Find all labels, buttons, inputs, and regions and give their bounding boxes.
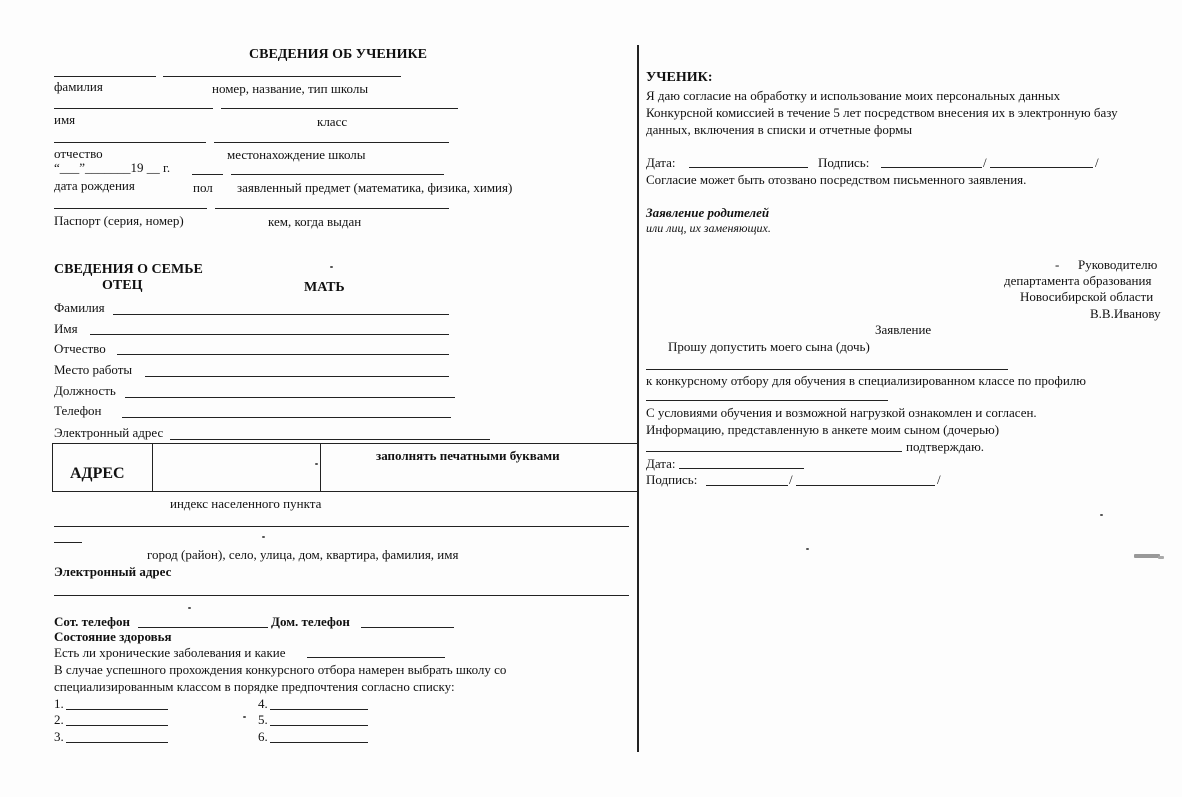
addressee-line-4: В.В.Иванову xyxy=(1090,306,1161,321)
address-box-left xyxy=(52,443,53,491)
consent-signature-line[interactable] xyxy=(881,167,982,168)
choice-number: 6. xyxy=(258,729,268,744)
consent-signature-label: Подпись: xyxy=(818,155,870,170)
consent-text-1: Я даю согласие на обработку и использование моих персональных данных xyxy=(646,88,1061,103)
statement-signature-line[interactable] xyxy=(706,485,788,486)
consent-text-3: данных, включения в списки и отчетные формы xyxy=(646,122,913,137)
birth-date-blanks[interactable]: “___”_______19 __ г. xyxy=(54,160,171,175)
email-label: Электронный адрес xyxy=(54,564,172,579)
school-choice-text-1: В случае успешного прохождения конкурсного отбора намерен выбрать школу со xyxy=(54,662,507,677)
agreement-text: С условиями обучения и возможной нагрузкой ознакомлен и согласен. xyxy=(646,405,1037,420)
phone-label: Телефон xyxy=(54,403,102,418)
revoke-note: Согласие может быть отозвано посредством письменного заявления. xyxy=(646,172,1027,187)
patronymic-line[interactable] xyxy=(54,142,206,143)
scan-speck xyxy=(1134,554,1160,558)
workplace-label: Место работы xyxy=(54,362,133,377)
signature-slash: / xyxy=(1095,155,1099,170)
workplace-line[interactable] xyxy=(145,376,449,377)
chronic-line[interactable] xyxy=(307,657,445,658)
statement-date-label: Дата: xyxy=(646,456,676,471)
addressee-line-2: департамента образования xyxy=(1004,273,1152,288)
scan-speck xyxy=(1100,514,1103,516)
statement-date-line[interactable] xyxy=(679,468,804,469)
health-title: Состояние здоровья xyxy=(54,629,172,644)
student-consent-title: УЧЕНИК: xyxy=(646,70,713,85)
passport-label: Паспорт (серия, номер) xyxy=(54,213,184,228)
family-name-line[interactable] xyxy=(90,334,449,335)
city-street-label: город (район), село, улица, дом, квартира, фамилия, имя xyxy=(147,547,459,562)
address-box-bottom xyxy=(52,491,637,492)
sex-label: пол xyxy=(193,180,213,195)
family-name-label: Имя xyxy=(54,321,78,336)
confirm-text: подтверждаю. xyxy=(906,439,985,454)
signature-slash: / xyxy=(983,155,987,170)
signature-slash: / xyxy=(789,472,793,487)
scan-speck xyxy=(188,607,191,609)
school-choice-text-2: специализированным классом в порядке предпочтения согласно списку: xyxy=(54,679,455,694)
student-info-title: СВЕДЕНИЯ ОБ УЧЕНИКЕ xyxy=(249,47,427,62)
statement-signature-label: Подпись: xyxy=(646,472,698,487)
mother-heading: МАТЬ xyxy=(304,280,345,295)
phone-line[interactable] xyxy=(122,417,451,418)
scan-speck xyxy=(262,536,265,538)
father-heading: ОТЕЦ xyxy=(102,278,143,293)
position-line[interactable] xyxy=(125,397,455,398)
issued-label: кем, когда выдан xyxy=(268,214,362,229)
school-line[interactable] xyxy=(163,76,401,77)
signature-slash: / xyxy=(937,472,941,487)
parents-subtitle: или лиц, их заменяющих. xyxy=(646,221,771,235)
class-label: класс xyxy=(317,114,348,129)
consent-name-line[interactable] xyxy=(990,167,1093,168)
fill-instruction: заполнять печатными буквами xyxy=(376,448,560,463)
child-name-line[interactable] xyxy=(646,369,1008,370)
scan-speck xyxy=(243,716,246,718)
statement-name-line[interactable] xyxy=(796,485,935,486)
choice-line-2[interactable] xyxy=(66,725,168,726)
family-patronymic-line[interactable] xyxy=(117,354,449,355)
surname-label: фамилия xyxy=(54,79,103,94)
position-label: Должность xyxy=(54,383,116,398)
addressee-dash: - xyxy=(1055,257,1060,272)
home-phone-line[interactable] xyxy=(361,627,454,628)
scan-speck xyxy=(330,266,333,268)
mobile-phone-label: Сот. телефон xyxy=(54,614,130,629)
addressee-line-1: Руководителю xyxy=(1078,257,1158,272)
school-label: номер, название, тип школы xyxy=(212,81,369,96)
scan-speck xyxy=(806,548,809,550)
family-title: СВЕДЕНИЯ О СЕМЬЕ xyxy=(54,262,203,277)
name-line[interactable] xyxy=(54,108,213,109)
choice-number: 5. xyxy=(258,712,268,727)
choice-line-5[interactable] xyxy=(270,725,368,726)
choice-number: 1. xyxy=(54,696,64,711)
short-address-line[interactable] xyxy=(54,542,82,543)
addressee-line-3: Новосибирской области xyxy=(1020,289,1154,304)
patronymic-label: отчество xyxy=(54,146,103,161)
postal-index-label: индекс населенного пункта xyxy=(170,496,322,511)
passport-line[interactable] xyxy=(54,208,207,209)
address-box-top xyxy=(52,443,637,444)
parent-name-line[interactable] xyxy=(646,451,902,452)
parents-statement-title: Заявление родителей xyxy=(646,205,770,220)
page-divider xyxy=(637,45,639,752)
choice-number: 2. xyxy=(54,712,64,727)
choice-number: 4. xyxy=(258,696,268,711)
chronic-label: Есть ли хронические заболевания и какие xyxy=(54,645,286,660)
choice-number: 3. xyxy=(54,729,64,744)
family-surname-label: Фамилия xyxy=(54,300,105,315)
issued-line[interactable] xyxy=(215,208,449,209)
selection-text: к конкурсному отбору для обучения в специализированном классе по профилю xyxy=(646,373,1087,388)
mobile-phone-line[interactable] xyxy=(138,627,268,628)
choice-line-1[interactable] xyxy=(66,709,168,710)
scan-speck xyxy=(1158,556,1164,559)
home-phone-label: Дом. телефон xyxy=(271,614,350,629)
class-line[interactable] xyxy=(221,108,458,109)
choice-line-4[interactable] xyxy=(270,709,368,710)
info-text: Информацию, представленную в анкете моим сыном (дочерью) xyxy=(646,422,1000,437)
profile-line[interactable] xyxy=(646,400,888,401)
surname-line[interactable] xyxy=(54,76,156,77)
address-box-divider-1 xyxy=(152,443,153,491)
family-patronymic-label: Отчество xyxy=(54,341,106,356)
address-label: АДРЕС xyxy=(70,465,125,482)
name-label: имя xyxy=(54,112,76,127)
request-text: Прошу допустить моего сына (дочь) xyxy=(668,339,870,354)
consent-text-2: Конкурсной комиссией в течение 5 лет посредством внесения их в электронную базу xyxy=(646,105,1118,120)
family-surname-line[interactable] xyxy=(113,314,449,315)
subject-line[interactable] xyxy=(231,174,444,175)
sex-line[interactable] xyxy=(192,174,223,175)
subject-label: заявленный предмет (математика, физика, химия) xyxy=(237,180,513,195)
school-location-label: местонахождение школы xyxy=(227,147,366,162)
school-location-line[interactable] xyxy=(214,142,449,143)
consent-date-line[interactable] xyxy=(689,167,808,168)
family-email-line[interactable] xyxy=(170,439,490,440)
scan-speck xyxy=(315,463,318,465)
birth-date-label: дата рождения xyxy=(54,178,135,193)
choice-line-3[interactable] xyxy=(66,742,168,743)
statement-title: Заявление xyxy=(875,322,932,337)
family-email-label: Электронный адрес xyxy=(54,425,164,440)
choice-line-6[interactable] xyxy=(270,742,368,743)
address-box-divider-2 xyxy=(320,443,321,491)
email-line[interactable] xyxy=(54,595,629,596)
postal-index-line[interactable] xyxy=(54,526,629,527)
consent-date-label: Дата: xyxy=(646,155,676,170)
